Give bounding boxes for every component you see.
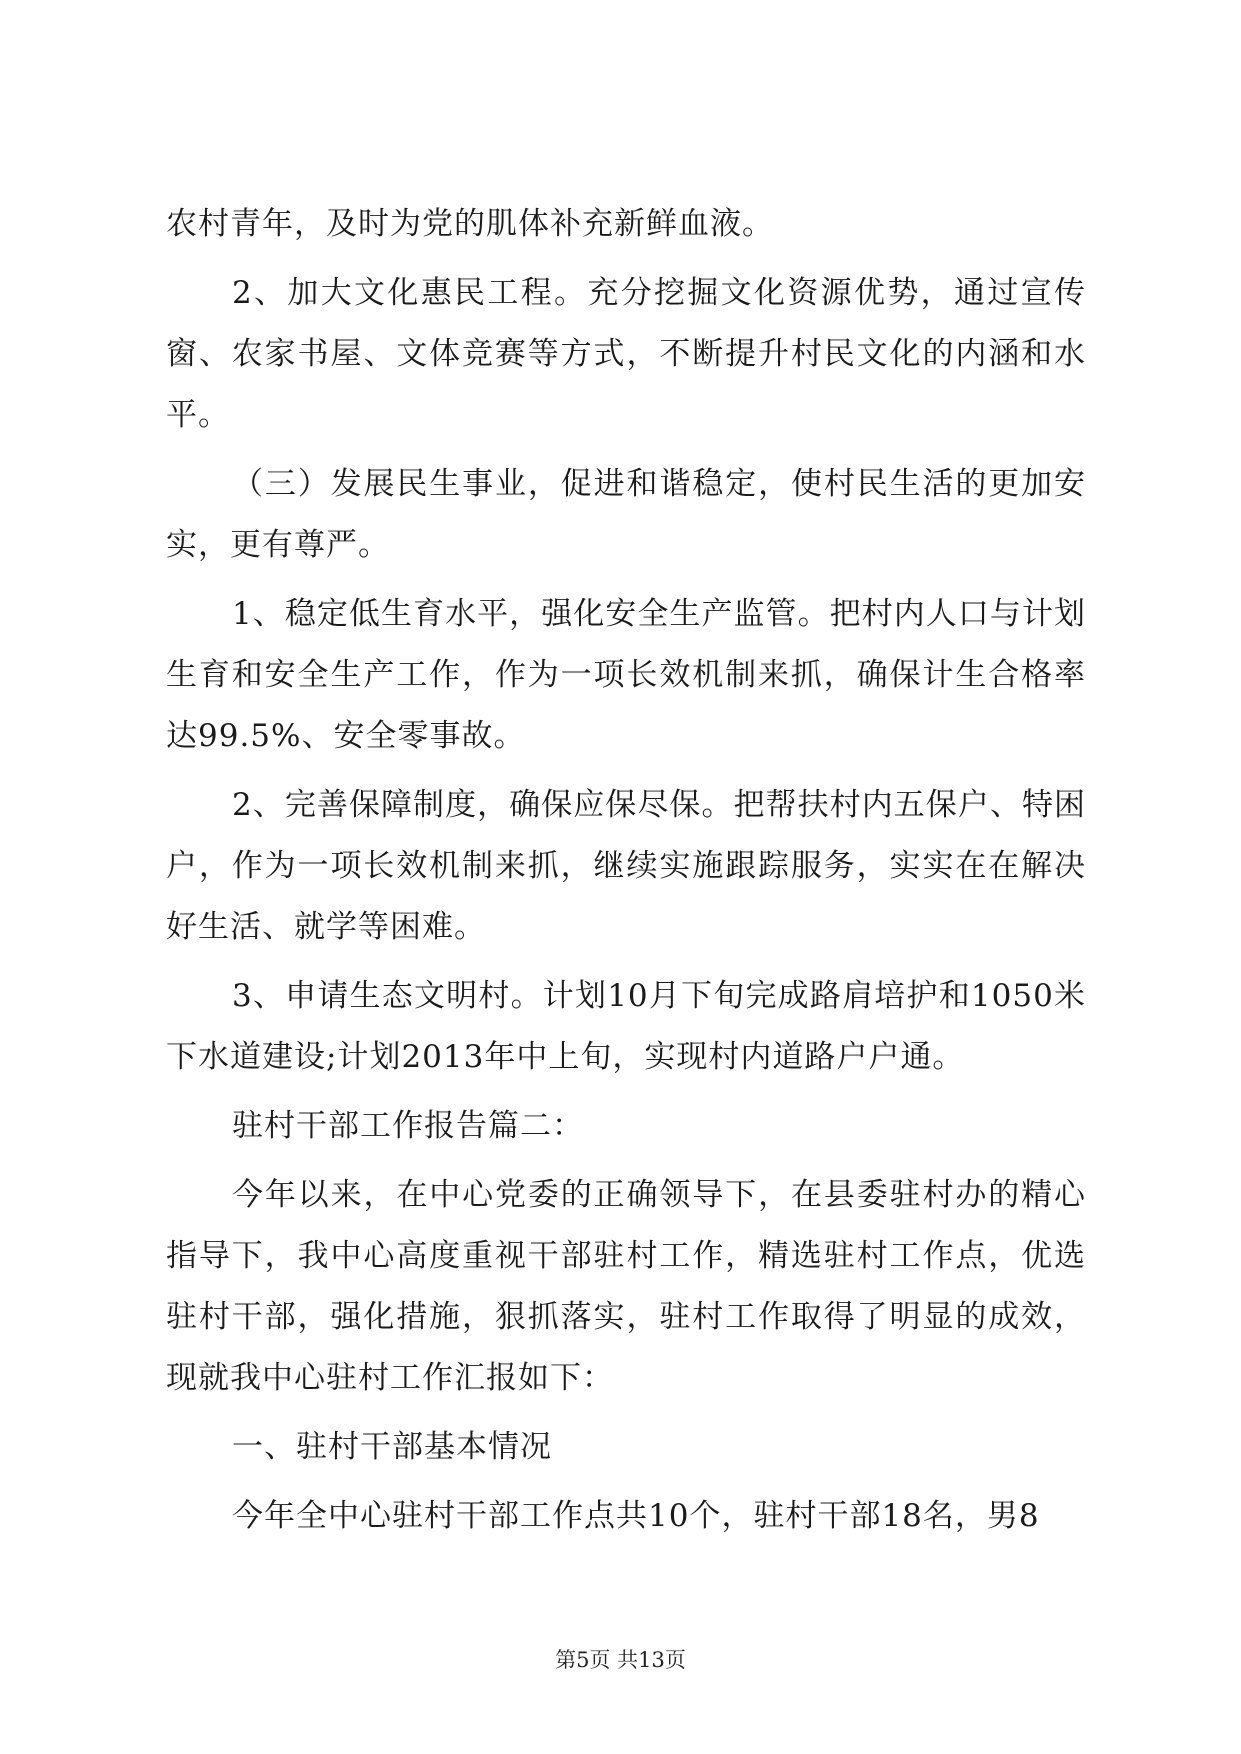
paragraph-staff-count: 今年全中心驻村干部工作点共10个，驻村干部18名，男8 (232, 1498, 1040, 1534)
paragraph-report-title-two: 驻村干部工作报告篇二： (232, 1108, 584, 1144)
page-footer: 第5页 共13页 (555, 1648, 686, 1672)
paragraph-eco-village: 3、申请生态文明村。计划10月下旬完成路肩培护和1050米下水道建设;计划2013年中上旬，实现村内道路户户通。 (166, 978, 1086, 1075)
paragraph-intro: 今年以来，在中心党委的正确领导下，在县委驻村办的精心指导下，我中心高度重视干部驻村工作，精选驻村工作点，优选驻村干部，强化措施，狠抓落实，驻村工作取得了明显的成效，现就我中心驻村工作汇报如下： (166, 1177, 1086, 1396)
paragraph-heading-livelihood: （三）发展民生事业，促进和谐稳定，使村民生活的更加安实，更有尊严。 (166, 466, 1086, 563)
body-text (166, 194, 1086, 1555)
paragraph-security-system: 2、完善保障制度，确保应保尽保。把帮扶村内五保户、特困户，作为一项长效机制来抓，继续实施跟踪服务，实实在在解决好生活、就学等困难。 (166, 787, 1086, 945)
paragraph-birth-safety: 1、稳定低生育水平，强化安全生产监管。把村内人口与计划生育和安全生产工作，作为一项长效机制来抓，确保计生合格率达99.5%、安全零事故。 (166, 596, 1086, 754)
paragraph-culture-project: 2、加大文化惠民工程。充分挖掘文化资源优势，通过宣传窗、农家书屋、文体竞赛等方式，不断提升村民文化的内涵和水平。 (166, 275, 1086, 433)
paragraph-section-heading: 一、驻村干部基本情况 (232, 1429, 552, 1465)
paragraph-continuation: 农村青年，及时为党的肌体补充新鲜血液。 (166, 206, 774, 242)
